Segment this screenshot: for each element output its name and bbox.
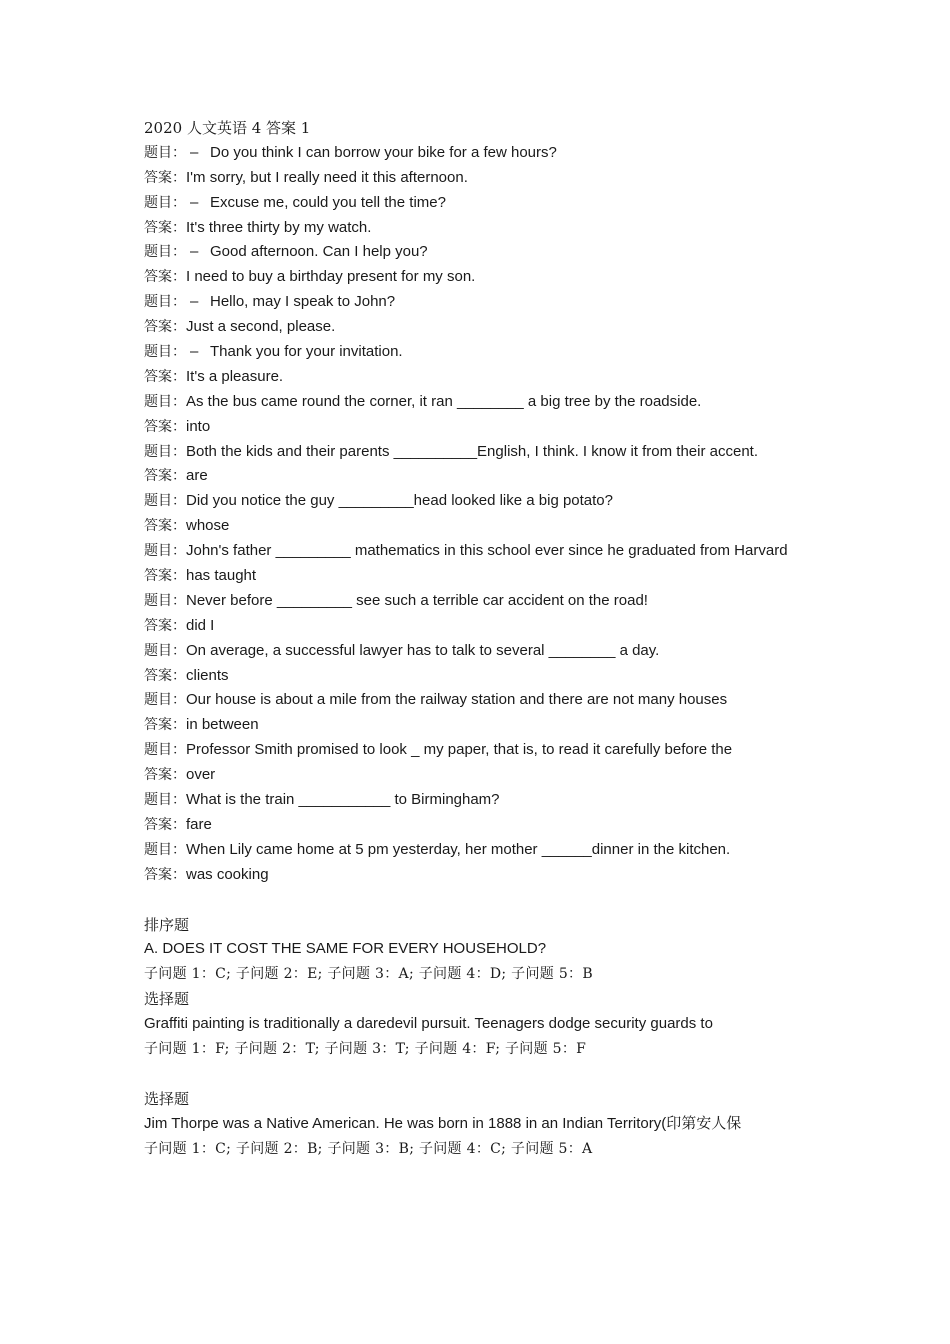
dash-mark: – xyxy=(190,243,199,261)
answer-text: in between xyxy=(186,716,259,734)
answer-prefix: 答案： xyxy=(144,319,186,336)
answer-text: fare xyxy=(186,815,212,833)
answer-line xyxy=(144,265,824,290)
question-text: Professor Smith promised to look _ my paper, that is, to read it carefully before the xyxy=(186,741,733,759)
question-line xyxy=(144,788,824,813)
answer-text: I need to buy a birthday present for my son. xyxy=(186,268,476,286)
question-prefix: 题目： xyxy=(144,244,186,261)
answer-prefix: 答案： xyxy=(144,219,186,236)
question-text: Do you think I can borrow your bike for a few hours? xyxy=(210,143,557,161)
dash-mark: – xyxy=(190,143,199,161)
answer-prefix: 答案： xyxy=(144,468,186,485)
question-text: Did you notice the guy _________head looked like a big potato? xyxy=(186,492,613,510)
question-line xyxy=(144,390,824,415)
answer-line xyxy=(144,713,824,738)
question-prefix: 题目： xyxy=(144,692,186,709)
question-text: When Lily came home at 5 pm yesterday, her mother ______dinner in the kitchen. xyxy=(186,840,731,858)
section-heading: 选择题 xyxy=(144,990,190,1009)
question-text: Both the kids and their parents __________English, I think. I know it from their accent. xyxy=(186,442,758,460)
answer-text: Just a second, please. xyxy=(186,318,336,336)
section-prompt: Jim Thorpe was a Native American. He was born in 1888 in an Indian Territory(印第安人保 xyxy=(144,1114,742,1132)
question-line xyxy=(144,688,824,713)
question-line xyxy=(144,589,824,614)
answer-prefix: 答案： xyxy=(144,368,186,385)
section-heading: 选择题 xyxy=(144,1089,190,1108)
answer-text: It's a pleasure. xyxy=(186,367,284,385)
dash-mark: – xyxy=(190,293,199,311)
question-prefix: 题目： xyxy=(144,393,186,410)
question-line xyxy=(144,738,824,763)
answer-text: I'm sorry, but I really need it this afternoon. xyxy=(186,168,468,186)
question-prefix: 题目： xyxy=(144,742,186,759)
question-text: Thank you for your invitation. xyxy=(210,343,403,361)
question-text: Never before _________ see such a terrible car accident on the road! xyxy=(186,591,648,609)
answer-line xyxy=(144,415,824,440)
question-line xyxy=(144,340,824,365)
answer-prefix: 答案： xyxy=(144,617,186,634)
answer-line xyxy=(144,365,824,390)
question-prefix: 题目： xyxy=(144,194,186,211)
question-prefix: 题目： xyxy=(144,344,186,361)
question-line xyxy=(144,838,824,863)
answer-prefix: 答案： xyxy=(144,866,186,883)
answer-line xyxy=(144,763,824,788)
question-line xyxy=(144,290,824,315)
dash-mark: – xyxy=(190,193,199,211)
question-text: Our house is about a mile from the railway station and there are not many houses xyxy=(186,691,728,709)
answer-line xyxy=(144,166,824,191)
document-title: 2020 人文英语 4 答案 1 xyxy=(144,119,311,137)
question-prefix: 题目： xyxy=(144,792,186,809)
section-prompt: A. DOES IT COST THE SAME FOR EVERY HOUSEHOLD? xyxy=(144,940,547,958)
question-prefix: 题目： xyxy=(144,294,186,311)
section-heading: 排序题 xyxy=(144,915,190,934)
answer-prefix: 答案： xyxy=(144,418,186,435)
answer-text: was cooking xyxy=(186,865,269,883)
answer-text: It's three thirty by my watch. xyxy=(186,218,372,236)
answer-prefix: 答案： xyxy=(144,717,186,734)
answer-line xyxy=(144,863,824,888)
answer-text: over xyxy=(186,766,216,784)
question-prefix: 题目： xyxy=(144,841,186,858)
spacer xyxy=(144,888,824,913)
answer-line xyxy=(144,514,824,539)
answer-line xyxy=(144,564,824,589)
answer-prefix: 答案： xyxy=(144,667,186,684)
section-prompt: Graffiti painting is traditionally a daredevil pursuit. Teenagers dodge security guards to xyxy=(144,1015,713,1033)
question-line xyxy=(144,191,824,216)
spacer xyxy=(144,1062,824,1087)
answer-prefix: 答案： xyxy=(144,269,186,286)
question-line xyxy=(144,489,824,514)
question-prefix: 题目： xyxy=(144,592,186,609)
answer-prefix: 答案： xyxy=(144,518,186,535)
question-text: Good afternoon. Can I help you? xyxy=(210,243,428,261)
section-answers: 子问题 1：C; 子问题 2：E; 子问题 3：A; 子问题 4：D; 子问题 5：B xyxy=(144,966,593,983)
answer-text: has taught xyxy=(186,567,257,585)
answer-line xyxy=(144,664,824,689)
question-prefix: 题目： xyxy=(144,642,186,659)
question-prefix: 题目： xyxy=(144,543,186,560)
question-prefix: 题目： xyxy=(144,144,186,161)
question-text: John's father _________ mathematics in this school ever since he graduated from Harvard xyxy=(186,542,788,560)
question-line xyxy=(144,240,824,265)
section-answers: 子问题 1：C; 子问题 2：B; 子问题 3：B; 子问题 4：C; 子问题 5：A xyxy=(144,1140,593,1157)
question-line xyxy=(144,639,824,664)
question-line xyxy=(144,440,824,465)
answer-line xyxy=(144,315,824,340)
answer-text: into xyxy=(186,417,211,435)
answer-text: clients xyxy=(186,666,229,684)
question-text: As the bus came round the corner, it ran ________ a big tree by the roadside. xyxy=(186,392,702,410)
answer-prefix: 答案： xyxy=(144,568,186,585)
answer-line xyxy=(144,464,824,489)
question-prefix: 题目： xyxy=(144,493,186,510)
answer-prefix: 答案： xyxy=(144,169,186,186)
question-text: On average, a successful lawyer has to talk to several ________ a day. xyxy=(186,641,660,659)
question-prefix: 题目： xyxy=(144,443,186,460)
answer-line xyxy=(144,813,824,838)
answer-line xyxy=(144,216,824,241)
dash-mark: – xyxy=(190,343,199,361)
answer-prefix: 答案： xyxy=(144,767,186,784)
answer-line xyxy=(144,614,824,639)
answer-text: are xyxy=(186,467,208,485)
question-text: What is the train ___________ to Birmingham? xyxy=(186,791,500,809)
question-text: Hello, may I speak to John? xyxy=(210,293,396,311)
document-body xyxy=(144,116,824,1161)
question-line xyxy=(144,539,824,564)
question-line xyxy=(144,141,824,166)
question-text: Excuse me, could you tell the time? xyxy=(210,193,446,211)
answer-text: whose xyxy=(186,517,230,535)
answer-prefix: 答案： xyxy=(144,816,186,833)
section-answers: 子问题 1：F; 子问题 2：T; 子问题 3：T; 子问题 4：F; 子问题 5：F xyxy=(144,1040,587,1057)
answer-text: did I xyxy=(186,616,215,634)
